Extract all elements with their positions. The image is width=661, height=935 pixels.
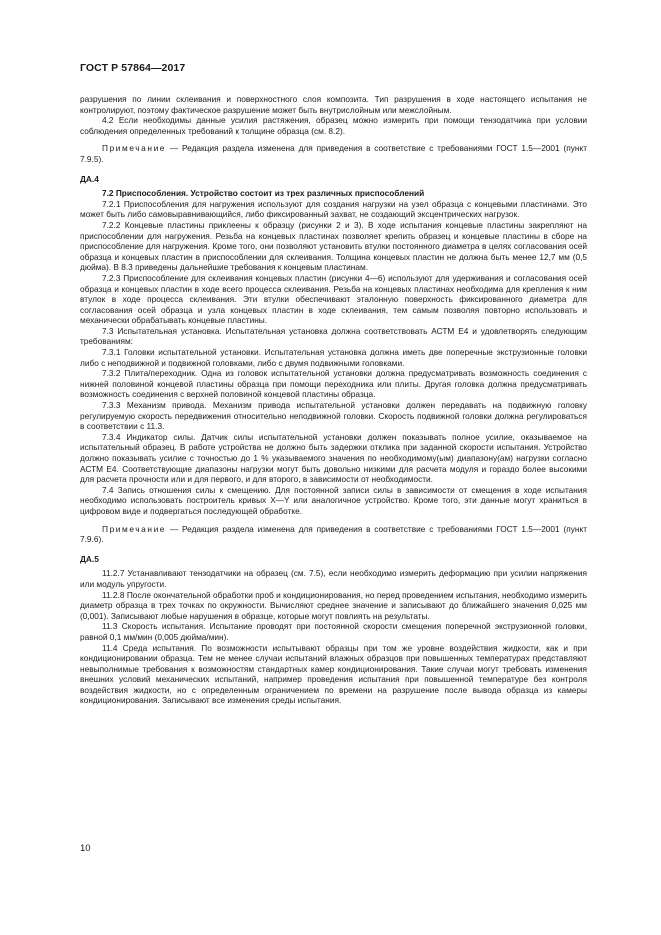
note-text: — Редакция раздела изменена для приведения в соответствие с требованиями ГОСТ 1.5—2001 (пункт 7.9.6). (80, 523, 587, 545)
page-number: 10 (80, 843, 91, 854)
paragraph: 7.2.2 Концевые пластины приклеены к образцу (рисунки 2 и 3). В ходе испытания концевые пластины закрепляют на приспособлении для нагружения. Резьба на концевых пластинах позволяет крепить образец и концевые пластины в сборе на приспособление для нагружения. Кроме того, они позволяют установить втулки постоянного диаметра в целях согласования осей образца и концевых пластин в приспособлении для склеивания. Толщина концевых пластин не должна быть менее 12,7 мм (0,5 дюйма). В 8.3 приведены дальнейшие требования к концевым пластинам. (80, 219, 587, 273)
paragraph: 11.2.7 Устанавливают тензодатчики на образец (см. 7.5), если необходимо измерить деформацию при усилии напряжения или модуль упругости. (80, 568, 587, 589)
document-header: ГОСТ Р 57864—2017 (80, 62, 186, 74)
paragraph: 7.2.3 Приспособление для склеивания концевых пластин (рисунки 4—6) используют для удерживания и согласования осей образца и концевых пластин в ходе всего процесса склеивания. Резьба на концевых пластинах необходима для крепления к ним втулок в ходе процесса склеивания. Эти втулки обеспечивают эталонную поверхность фиксированного диаметра для согласования осей образца и узла концевых пластин в ходе склеивания, тем самым позволяя повторно использовать и механически обрабатывать концевые пластины. (80, 272, 587, 326)
note-label: Примечание (102, 143, 167, 154)
paragraph: 11.4 Среда испытания. По возможности испытывают образцы при том же уровне воздействия жидкости, как и при кондиционировании образца. Тем не менее случаи испытаний влажных образцов при повышенных температурах представляют невыполнимые требования к возможностям стандартных камер кондиционирования. Такие случаи могут требовать изменения внешних условий механических испытаний, например проведения испытания при повышенной температуре без контроля воздействия жидкости, но с определенным ограничением по времени на разрушение после вывода образца из камеры кондиционирования. Записывают все изменения среды испытания. (80, 642, 587, 706)
paragraph: 7.2.1 Приспособления для нагружения используют для создания нагрузки на узел образца с концевыми пластинами. Это может быть либо самовыравнивающийся, либо фиксированный захват, не создающий эксцентрических нагрузок. (80, 198, 587, 220)
paragraph: 4.2 Если необходимы данные усилия растяжения, образец можно измерить при помощи тензодатчика при условии соблюдения определенных требований к толщине образца (см. 8.2). (80, 115, 587, 136)
section-heading: ДА.5 (80, 553, 99, 564)
note (80, 524, 587, 545)
paragraph: 11.2.8 После окончательной обработки проб и кондиционирования, но перед проведением испытания, необходимо измерить диаметр образца в трех точках по окружности. Вычисляют среднее значение и записывают до ближайшего значения 0,025 мм (0,001). Записывают любые нарушения в образце, которые могут повлиять на результаты. (80, 589, 587, 621)
subsection-heading: 7.2 Приспособления. Устройство состоит из трех различных приспособлений (102, 188, 425, 199)
note-label: Примечание (102, 523, 167, 534)
paragraph: 7.3.2 Плита/переходник. Одна из головок испытательной установки должна предусматривать возможность соединения с нижней половиной концевой пластины образца при помощи переходника или плиты. Другая головка должна предусматривать возможность соединения с верхней половиной концевой пластины образца. (80, 368, 587, 400)
paragraph: 7.3.1 Головки испытательной установки. Испытательная установка должна иметь две поперечные экструзионные головки либо с неподвижной и подвижной головками, либо с двумя подвижными головками. (80, 347, 587, 368)
paragraph: 7.3 Испытательная установка. Испытательная установка должна соответствовать АСТМ Е4 и удовлетворять следующим требованиям: (80, 325, 587, 347)
section-heading: ДА.4 (80, 173, 99, 184)
document-body (80, 94, 587, 706)
note (80, 143, 587, 164)
paragraph: 7.3.4 Индикатор силы. Датчик силы испытательной установки должен показывать полное усилие, оказываемое на испытательный образец. В работе устройства не должно быть задержки отклика при заданной скорости испытания. Устройство должно показывать усилие с точностью до 1 % указываемого значения по необходимому(ым) диапазону(ам) нагрузки согласно АСТМ Е4. Соответствующие диапазоны нагрузки могут быть довольно низкими для расчета модуля и гораздо более высокими для расчета прочности или и для первого, и для второго, в зависимости от необходимости. (80, 431, 587, 485)
paragraph: 7.4 Запись отношения силы к смещению. Для постоянной записи силы в зависимости от смещения в ходе испытания необходимо использовать построитель кривых X—Y или аналогичное устройство. Кроме того, эти данные могут храниться в цифровом виде и подвергаться последующей обработке. (80, 484, 587, 516)
paragraph: разрушения по линии склеивания и поверхностного слоя композита. Тип разрушения в ходе настоящего испытания не контролируют, поэтому фактическое разрушение может быть внутрислойным или межслойным. (80, 94, 587, 115)
paragraph: 11.3 Скорость испытания. Испытание проводят при постоянной скорости смещения поперечной экструзионной головки, равной 0,1 мм/мин (0,005 дюйма/мин). (80, 621, 587, 642)
paragraph: 7.3.3 Механизм привода. Механизм привода испытательной установки должен передавать на подвижную головку регулируемую скорость передвижения относительно неподвижной головки. Скорость подвижной головки должна регулироваться в соответствии с 11.3. (80, 400, 587, 432)
note-text: — Редакция раздела изменена для приведения в соответствие с требованиями ГОСТ 1.5—2001 (пункт 7.9.5). (80, 143, 587, 164)
